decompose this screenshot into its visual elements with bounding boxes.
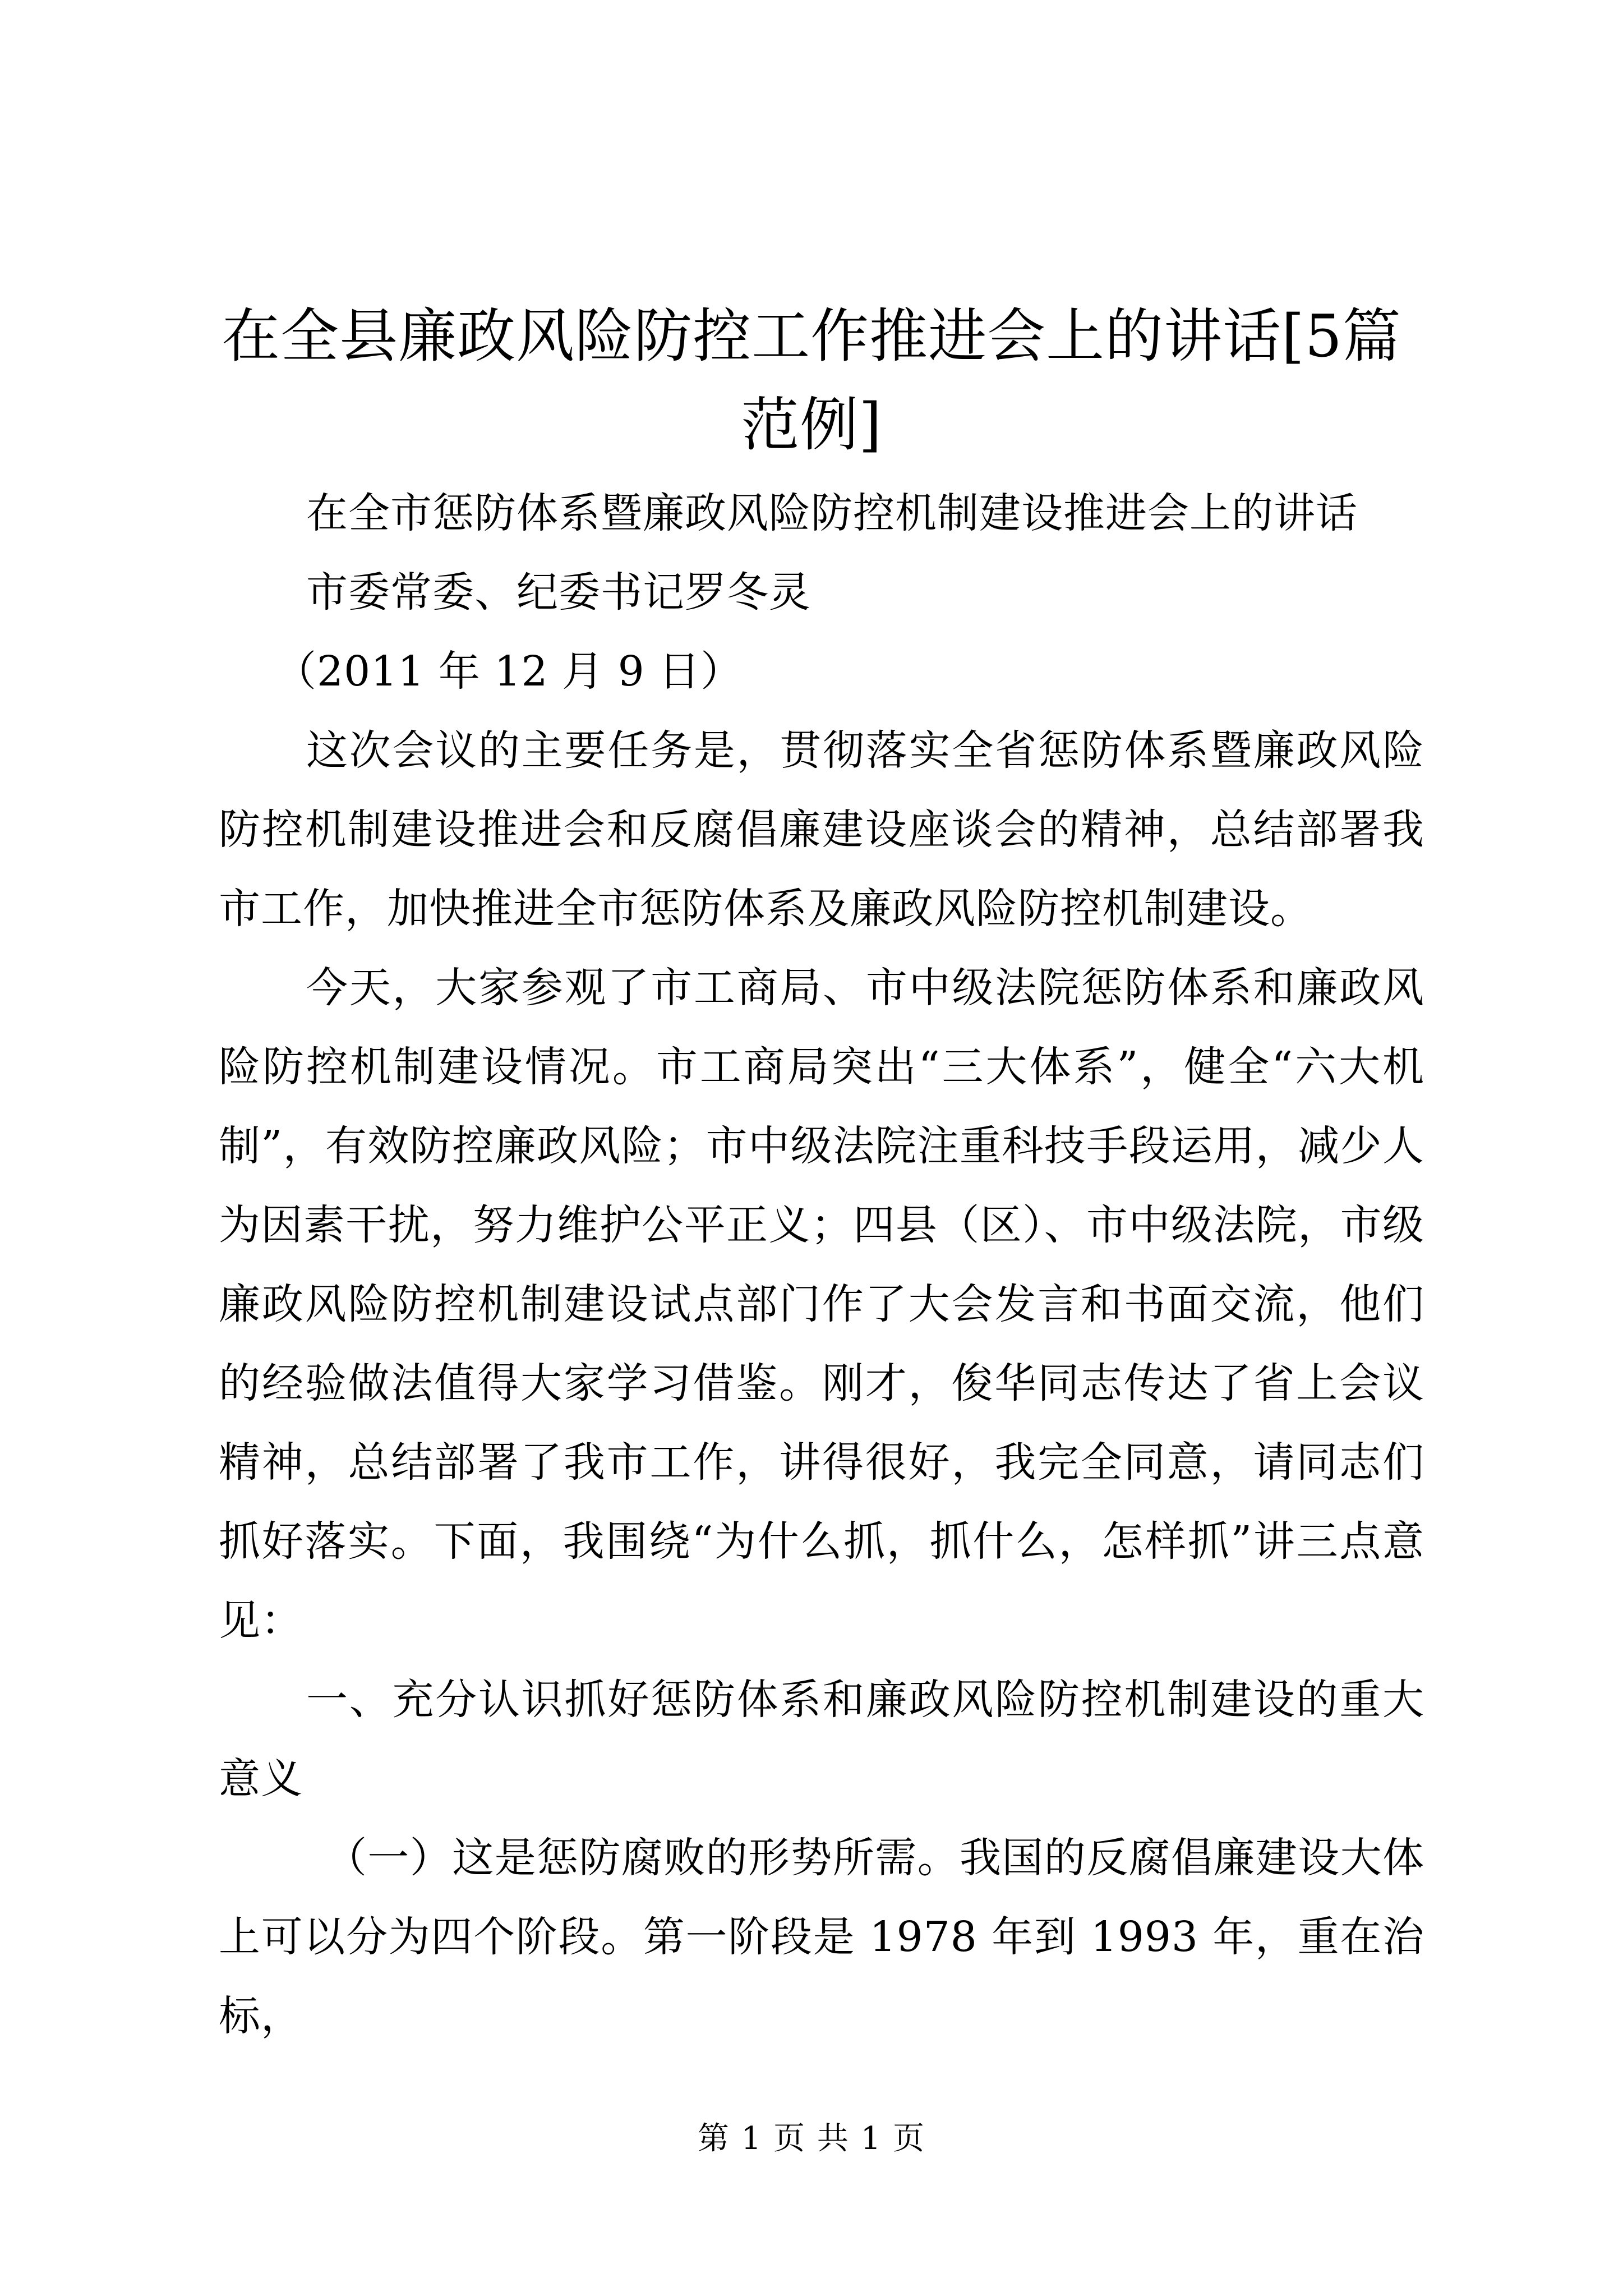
speech-date: （2011 年 12 月 9 日） xyxy=(275,647,743,696)
section-heading: 一、充分认识抓好惩防体系和廉政风险防控机制建设的重大意义 xyxy=(219,1676,1424,1803)
body-paragraph: 今天，大家参观了市工商局、市中级法院惩防体系和廉政风险防控机制建设情况。市工商局突出“三大体系”，健全“六大机制”，有效防控廉政风险；市中级法院注重科技手段运用，减少人为因素干扰，努力维护公平正义；四县（区）、市中级法院，市级廉政风险防控机制建设试点部门作了大会发言和书面交流，他们的经验做法值得大家学习借鉴。刚才，俊华同志传达了省上会议精神，总结部署了我市工作，讲得很好，我完全同意，请同志们抓好落实。下面，我围绕“为什么抓，抓什么，怎样抓”讲三点意见： xyxy=(219,964,1424,1645)
document-body xyxy=(219,474,1424,2056)
speech-subtitle: 在全市惩防体系暨廉政风险防控机制建设推进会上的讲话 xyxy=(306,489,1358,537)
speaker-line: 市委常委、纪委书记罗冬灵 xyxy=(306,568,811,616)
body-paragraph: （一）这是惩防腐败的形势所需。我国的反腐倡廉建设大体上可以分为四个阶段。第一阶段是 1978 年到 1993 年，重在治标， xyxy=(219,1834,1424,2040)
body-paragraph: 这次会议的主要任务是，贯彻落实全省惩防体系暨廉政风险防控机制建设推进会和反腐倡廉建设座谈会的精神，总结部署我市工作，加快推进全市惩防体系及廉政风险防控机制建设。 xyxy=(219,726,1424,933)
document-title: 在全县廉政风险防控工作推进会上的讲话[5篇范例] xyxy=(222,302,1401,459)
page-number-footer: 第 1 页 共 1 页 xyxy=(697,2120,926,2157)
